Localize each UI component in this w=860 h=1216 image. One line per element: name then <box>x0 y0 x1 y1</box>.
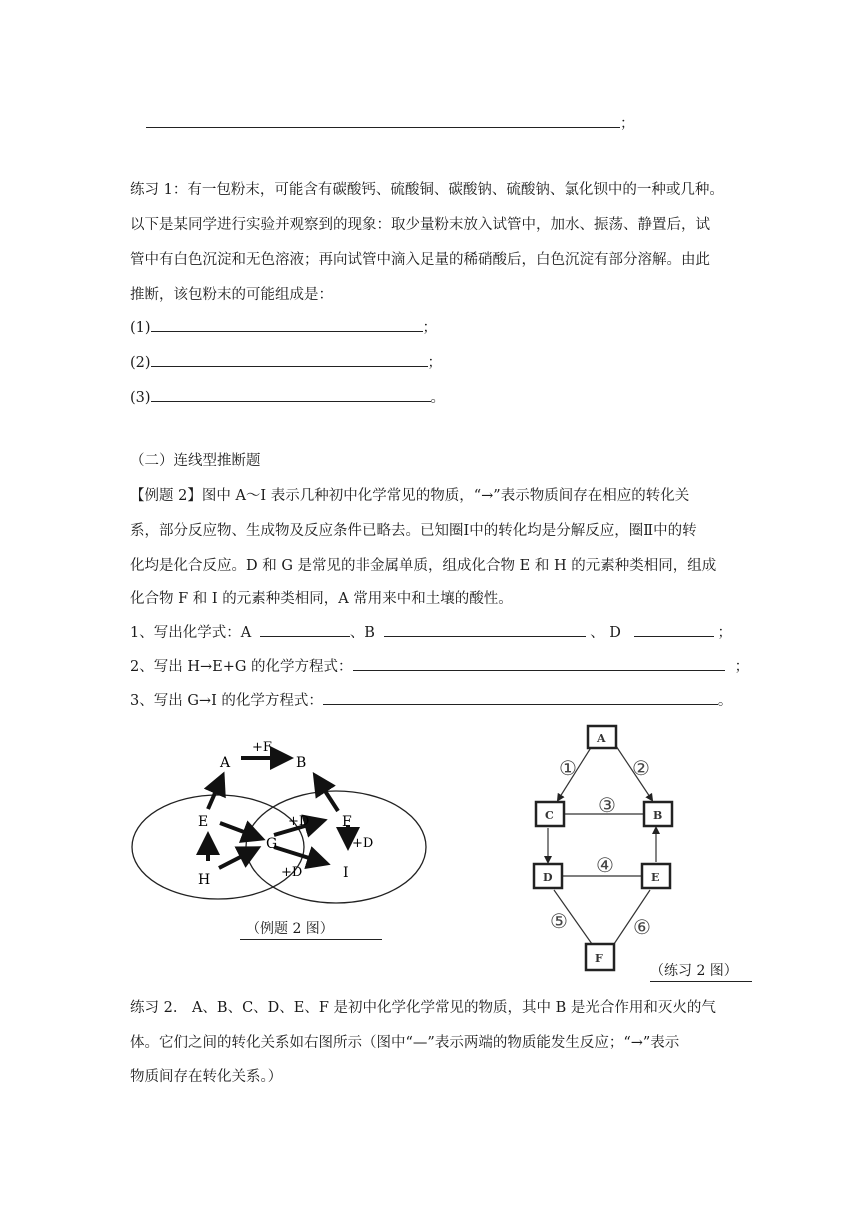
label-plus-d: +D <box>352 836 374 851</box>
exercise-2-line: 体。它们之间的转化关系如右图所示（图中“—”表示两端的物质能发生反应；“→”表示 <box>130 1035 680 1051</box>
number-3: ③ <box>598 793 616 817</box>
arrow-e-g <box>220 823 260 838</box>
label-plus-d: +D <box>288 814 310 829</box>
answer-2 <box>130 351 442 373</box>
exercise-1-line: 管中有白色沉淀和无色溶液；再向试管中滴入足量的稀硝酸后，白色沉淀有部分溶解。由此 <box>130 252 710 268</box>
blank-d[interactable] <box>634 621 714 637</box>
answer-blank[interactable] <box>151 351 428 367</box>
exercise-2-line: 练习 2. A、B、C、D、E、F 是初中化学化学常见的物质，其中 B 是光合作用和灭火的气 <box>130 1000 716 1016</box>
end-mark: 。 <box>717 693 733 709</box>
answer-blank[interactable] <box>353 655 725 671</box>
exercise-2-diagram <box>520 722 750 972</box>
question-1-text: 1、写出化学式：A <box>130 625 252 641</box>
end-mark: ； <box>620 116 635 132</box>
node-a: A <box>597 732 606 745</box>
end-mark: ； <box>734 659 750 675</box>
example-2-diagram <box>126 735 456 915</box>
example-2-caption <box>240 918 382 940</box>
number-6: ⑥ <box>633 915 651 939</box>
node-b: B <box>653 809 663 822</box>
node-b: B <box>296 755 307 771</box>
number-2: ② <box>632 756 650 780</box>
example-2-line: 系，部分反应物、生成物及反应条件已略去。已知圈Ⅰ中的转化均是分解反应，圈Ⅱ中的转 <box>130 523 697 539</box>
top-answer-line <box>146 112 635 134</box>
label-d: 、 D <box>590 625 621 641</box>
question-1 <box>130 621 732 643</box>
blank-a[interactable] <box>260 621 350 637</box>
node-d: D <box>543 871 553 884</box>
example-2-line: 【例题 2】图中 A～I 表示几种初中化学常见的物质，“→”表示物质间存在相应的转化关 <box>130 488 690 504</box>
node-e: E <box>651 871 660 884</box>
section-2-title: （二）连线型推断题 <box>130 453 261 469</box>
end-mark: 。 <box>430 390 446 406</box>
end-mark: ； <box>427 355 443 371</box>
question-2-text: 2、写出 H→E+G 的化学方程式： <box>130 659 353 675</box>
question-3 <box>130 689 732 711</box>
answer-blank[interactable] <box>323 689 718 705</box>
answer-label: (2) <box>130 355 151 371</box>
node-a: A <box>220 755 231 771</box>
node-f: F <box>595 952 603 965</box>
label-plus-f: +F <box>252 740 272 755</box>
blank-b[interactable] <box>384 621 586 637</box>
answer-1 <box>130 316 437 338</box>
node-i: I <box>343 865 349 881</box>
node-c: C <box>545 809 554 822</box>
answer-blank[interactable] <box>146 112 620 128</box>
arrow-g-i <box>274 847 325 863</box>
node-f: F <box>342 814 352 830</box>
caption-text: （例题 2 图） <box>246 921 334 937</box>
number-4: ④ <box>596 853 614 877</box>
node-h: H <box>198 872 211 888</box>
end-mark: ； <box>717 625 733 641</box>
answer-3 <box>130 386 445 408</box>
exercise-1-line: 以下是某同学进行实验并观察到的现象：取少量粉末放入试管中，加水、振荡、静置后，试 <box>130 217 710 233</box>
answer-label: (3) <box>130 390 151 406</box>
answer-blank[interactable] <box>151 316 423 332</box>
arrow-e-a <box>208 777 222 809</box>
example-2-line: 化均是化合反应。D 和 G 是常见的非金属单质，组成化合物 E 和 H 的元素种类相同，组成 <box>130 558 717 574</box>
caption-text: （练习 2 图） <box>650 963 738 979</box>
exercise-1-line: 推断，该包粉末的可能组成是： <box>130 287 333 303</box>
exercise-1-line: 练习 1：有一包粉末，可能含有碳酸钙、硫酸铜、碳酸钠、硫酸钠、氯化钡中的一种或几种。 <box>130 182 724 198</box>
arrow-f-b <box>316 777 338 811</box>
label-plus-d: +D <box>281 865 303 880</box>
exercise-2-caption <box>650 960 752 982</box>
answer-label: (1) <box>130 320 151 336</box>
node-e: E <box>198 814 209 830</box>
end-mark: ； <box>422 320 438 336</box>
question-2 <box>130 655 749 677</box>
number-5: ⑤ <box>550 909 568 933</box>
number-1: ① <box>559 756 577 780</box>
example-2-line: 化合物 F 和 I 的元素种类相同，A 常用来中和土壤的酸性。 <box>130 591 513 607</box>
label-b: 、B <box>349 625 375 641</box>
node-g: G <box>266 836 278 852</box>
exercise-2-line: 物质间存在转化关系。） <box>130 1069 283 1085</box>
question-3-text: 3、写出 G→I 的化学方程式： <box>130 693 323 709</box>
answer-blank[interactable] <box>151 386 431 402</box>
